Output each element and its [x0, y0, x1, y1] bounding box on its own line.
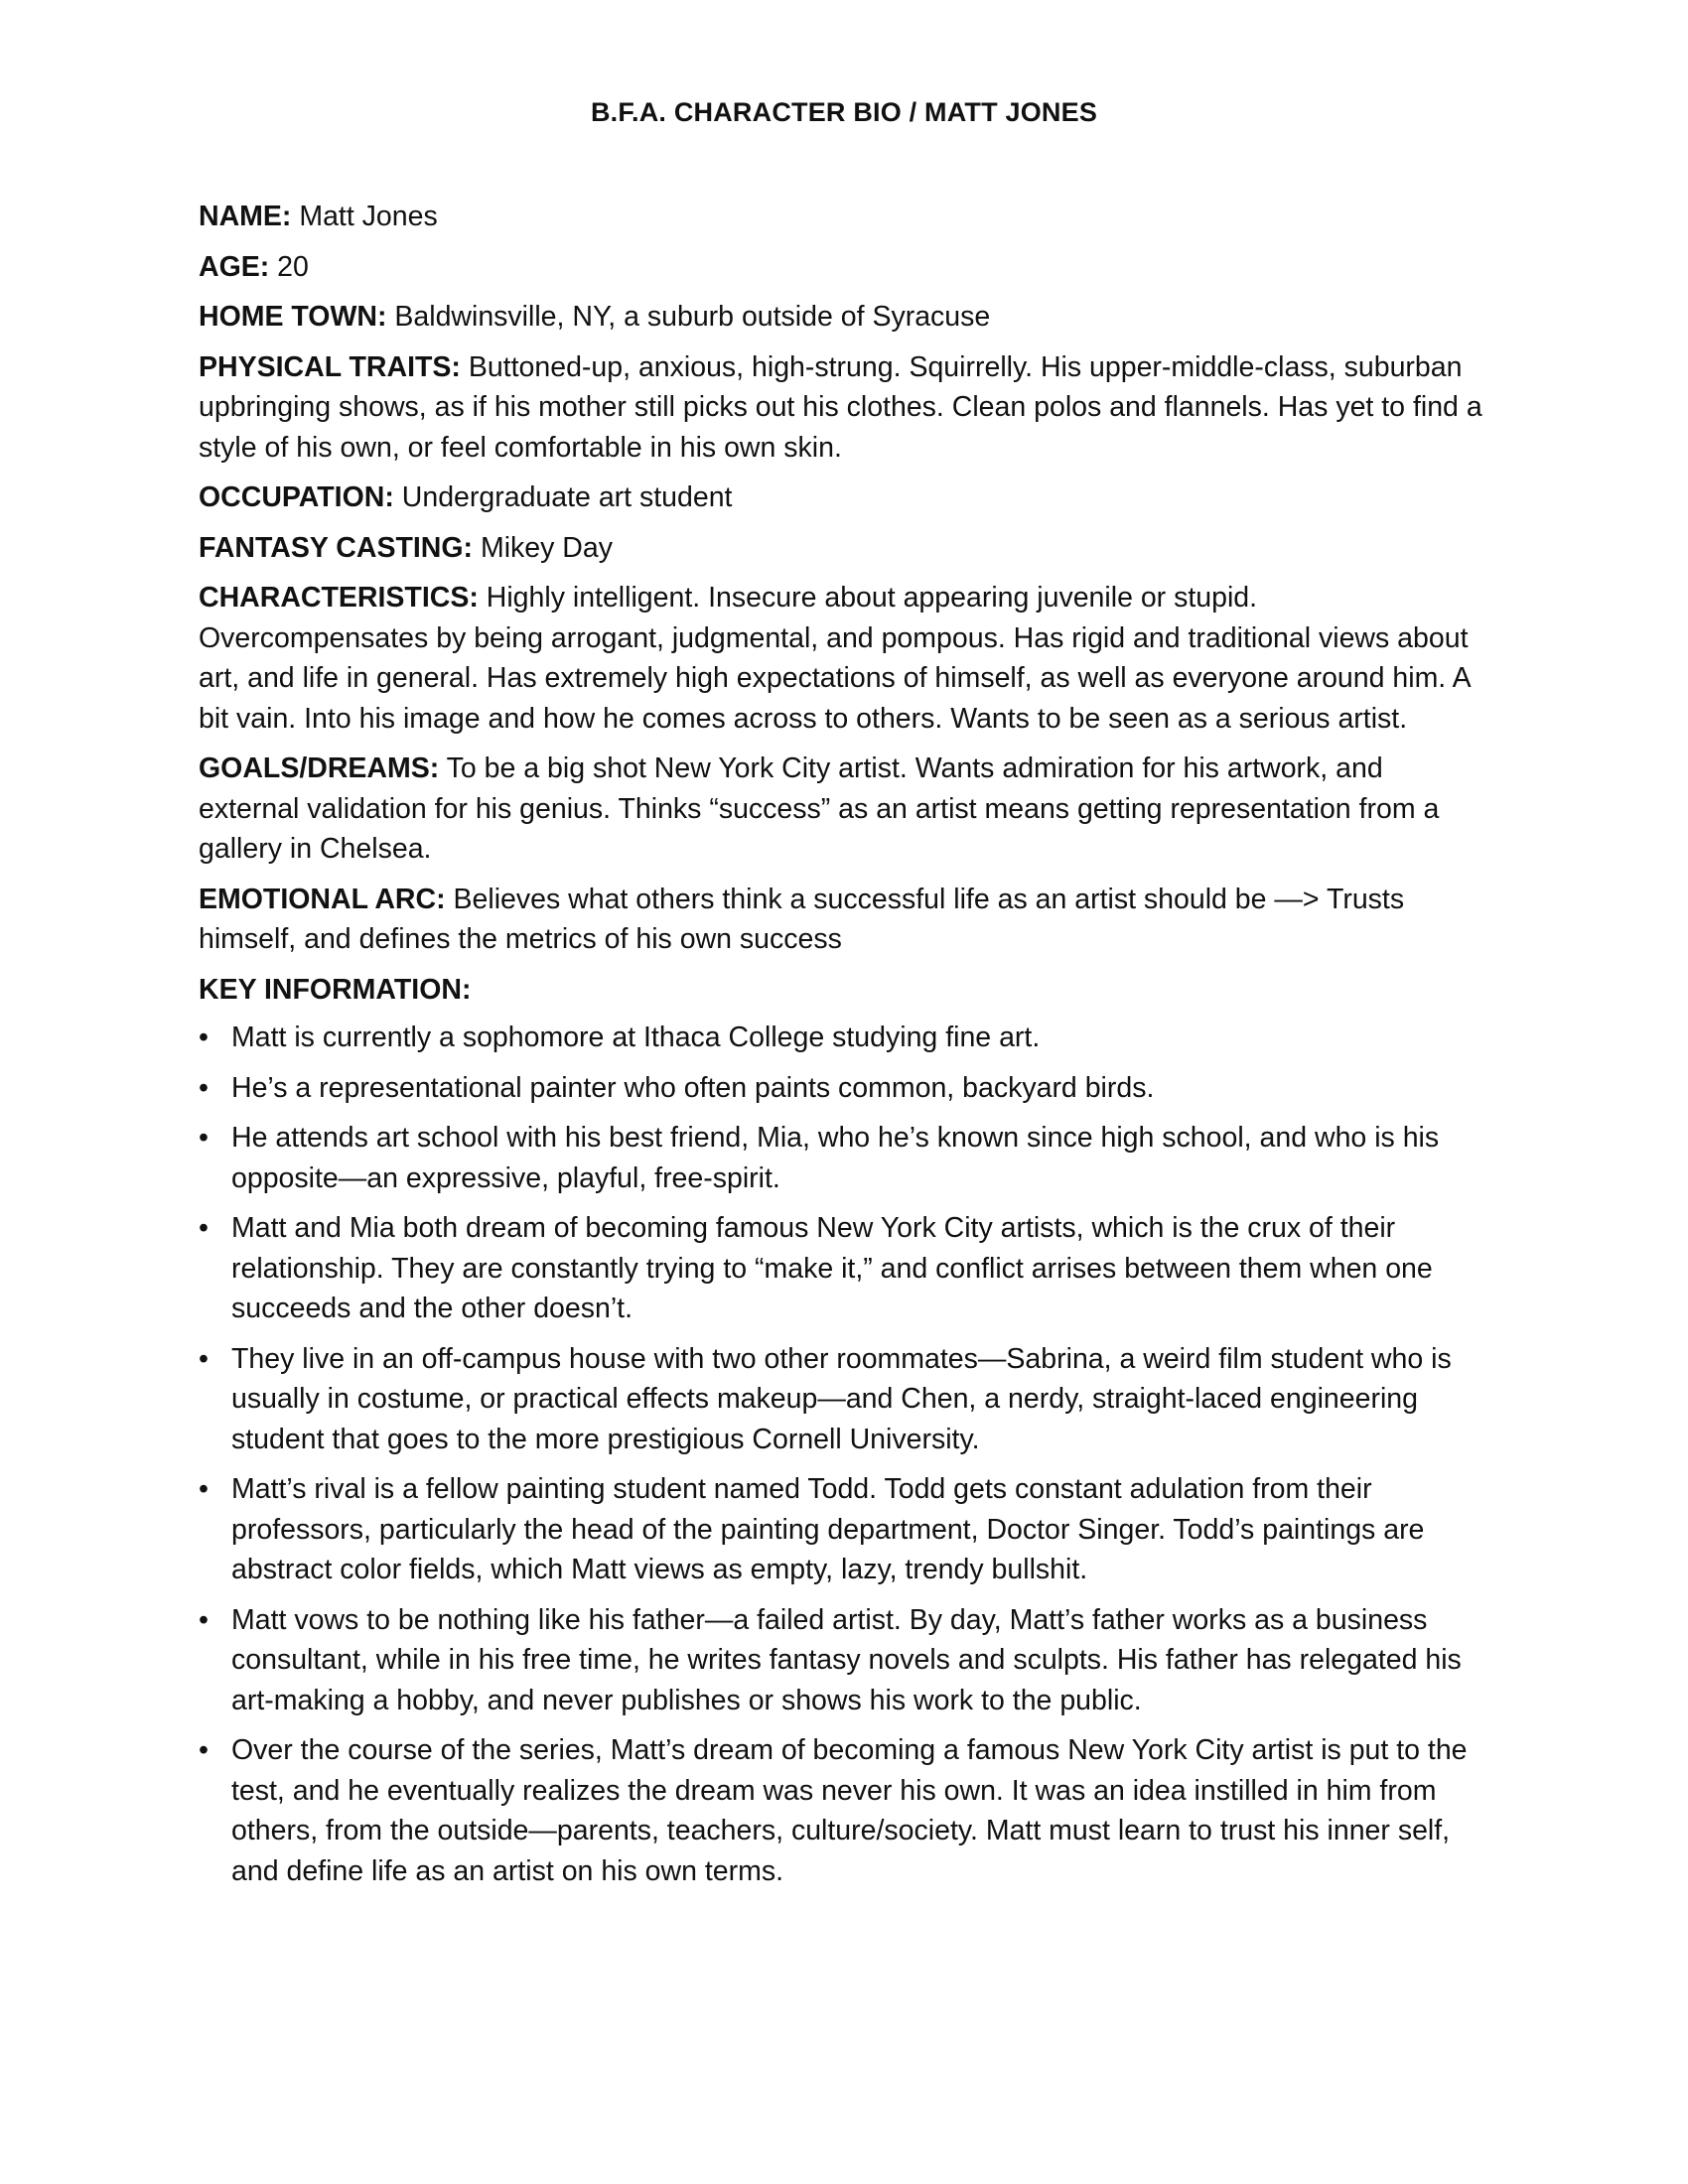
list-item	[199, 1018, 1489, 1058]
list-item-text: They live in an off-campus house with two other roommates—Sabrina, a weird film student who is usually in costume, or practical effects makeup—and Chen, a nerdy, straight-laced engineering student that goes to the more prestigious Cornell University.	[231, 1342, 1452, 1455]
field-value: Mikey Day	[473, 531, 613, 564]
field-emotional-arc	[199, 880, 1489, 960]
field-label: GOALS/DREAMS:	[199, 752, 440, 784]
list-item-text: He attends art school with his best friend, Mia, who he’s known since high school, and who is his opposite—an expressive, playful, free-spirit.	[231, 1122, 1440, 1194]
key-information-heading: KEY INFORMATION:	[199, 973, 472, 1006]
bullet-icon: •	[199, 1734, 209, 1766]
field-label: FANTASY CASTING:	[199, 531, 474, 564]
document-body	[199, 197, 1489, 1901]
field-value: Undergraduate art student	[393, 481, 733, 513]
field-physical-traits	[199, 347, 1489, 469]
list-item-text: Matt’s rival is a fellow painting student named Todd. Todd gets constant adulation from their professors, particularly the head of the painting department, Doctor Singer. Todd’s paintings are abstract color fields, which Matt views as empty, lazy, trendy bullshit.	[231, 1473, 1425, 1585]
bullet-icon: •	[199, 1603, 209, 1636]
field-name	[199, 197, 1489, 237]
field-characteristics	[199, 578, 1489, 739]
list-item	[199, 1730, 1489, 1891]
list-item-text: Over the course of the series, Matt’s dream of becoming a famous New York City artist is put to the test, and he eventually realizes the dream was never his own. It was an idea instilled in him from others, from the outside—parents, teachers, culture/society. Matt must learn to trust his inner self, and define life as an artist on his own terms.	[231, 1734, 1468, 1887]
bullet-icon: •	[199, 1473, 209, 1505]
list-item	[199, 1339, 1489, 1460]
field-label: CHARACTERISTICS:	[199, 582, 479, 614]
list-item-text: Matt and Mia both dream of becoming famous New York City artists, which is the crux of their relationship. They are constantly trying to “make it,” and conflict arrises between them when one succeeds and the other doesn’t.	[231, 1212, 1433, 1324]
field-value: Buttoned-up, anxious, high-strung. Squirrelly. His upper-middle-class, suburban upbringing shows, as if his mother still picks out his clothes. Clean polos and flannels. Has yet to find a style of his own, or feel comfortable in his own skin.	[199, 350, 1482, 464]
bullet-icon: •	[199, 1342, 209, 1375]
field-value: Baldwinsville, NY, a suburb outside of Syracuse	[386, 301, 991, 333]
document-title: B.F.A. CHARACTER BIO / MATT JONES	[590, 97, 1098, 127]
list-item-text: He’s a representational painter who often paints common, backyard birds.	[231, 1071, 1155, 1104]
field-fantasy-casting	[199, 528, 1489, 569]
field-value: Matt Jones	[291, 201, 438, 232]
bullet-icon: •	[199, 1212, 209, 1244]
field-value: Believes what others think a successful life as an artist should be —> Trusts himself, and defines the metrics of his own success	[199, 883, 1405, 955]
list-item	[199, 1068, 1489, 1109]
bullet-icon: •	[199, 1122, 209, 1154]
field-value: To be a big shot New York City artist. Wants admiration for his artwork, and external validation for his genius. Thinks “success” as an artist means getting representation from a gallery in Chelsea.	[199, 752, 1440, 865]
field-goals-dreams	[199, 749, 1489, 870]
field-label: AGE:	[199, 250, 270, 283]
list-item	[199, 1469, 1489, 1590]
field-value: Highly intelligent. Insecure about appearing juvenile or stupid. Overcompensates by being arrogant, judgmental, and pompous. Has rigid and traditional views about art, and life in general. Has extremely high expectations of himself, as well as everyone around him. A bit vain. Into his image and how he comes across to others. Wants to be seen as a serious artist.	[199, 582, 1471, 735]
field-label: HOME TOWN:	[199, 301, 387, 333]
list-item	[199, 1600, 1489, 1721]
list-item-text: Matt is currently a sophomore at Ithaca College studying fine art.	[231, 1022, 1041, 1053]
list-item-text: Matt vows to be nothing like his father—a failed artist. By day, Matt’s father works as a business consultant, while in his free time, he writes fantasy novels and sculpts. His father has relegated his art-making a hobby, and never publishes or shows his work to the public.	[231, 1603, 1462, 1716]
field-home-town	[199, 297, 1489, 338]
bullet-icon: •	[199, 1022, 209, 1053]
field-label: PHYSICAL TRAITS:	[199, 350, 461, 383]
field-occupation	[199, 478, 1489, 518]
bullet-icon: •	[199, 1071, 209, 1104]
field-label: NAME:	[199, 201, 292, 232]
list-item	[199, 1208, 1489, 1329]
key-information-list	[199, 1018, 1489, 1891]
list-item	[199, 1118, 1489, 1198]
field-value: 20	[269, 250, 309, 283]
field-label: OCCUPATION:	[199, 481, 394, 513]
field-label: EMOTIONAL ARC:	[199, 883, 446, 915]
field-age	[199, 247, 1489, 288]
